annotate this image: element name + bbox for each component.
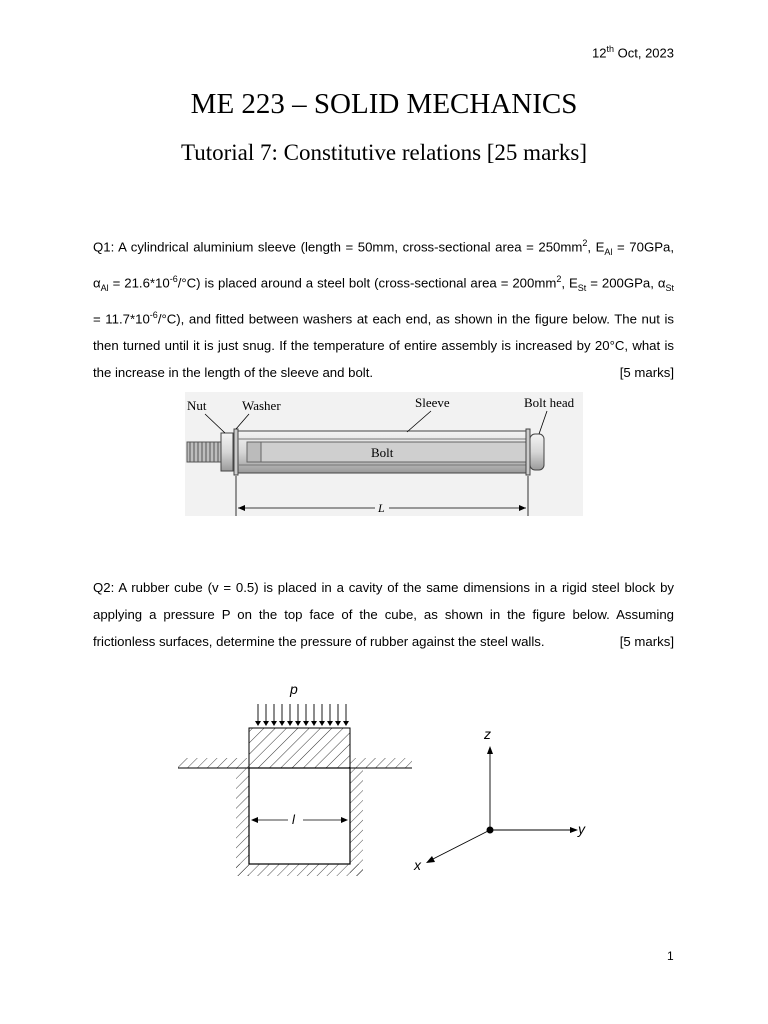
y-axis-label: y [578, 821, 585, 837]
piston-block [249, 728, 350, 768]
nut-label: Nut [187, 398, 207, 413]
washer-label: Washer [242, 398, 281, 413]
washer-left [234, 429, 238, 475]
question-2: Q2: A rubber cube (v = 0.5) is placed in a cavity of the same dimensions in a rigid steel block by applying a pressure P on the top face of the cube, as shown in the figure below. Assuming frictionless surfaces, determine the pressure of rubber against the steel walls. [5 marks] [93, 574, 674, 655]
question-2-marks: [5 marks] [619, 634, 674, 649]
question-1: Q1: A cylindrical aluminium sleeve (length = 50mm, cross-sectional area = $250mm^2$, $E_{Al} = 70GPa$, $\alpha_{Al} = 21.6*10^{-6}/^\circ C$) is placed around a steel bolt (cross-sectional area = $200mm^2$, $E_{St} = 200GPa$, $\alpha_{St} = 11.7*10^{-6}/^\circ C$), and fitted between washers at each end, as shown in the figure below. The nut is then turned until it is just snug. If the temperature of entire assembly is increased by 20°C, what is the increase in the length of the sleeve and bolt. [5 marks] [93, 230, 674, 386]
z-axis-label: z [484, 726, 491, 742]
bolt-head-label: Bolt head [524, 395, 575, 410]
date: 12th Oct, 2023 [592, 44, 674, 61]
pressure-arrows [258, 704, 346, 722]
cube-length-label: l [292, 812, 295, 827]
rubber-cube [249, 768, 350, 864]
washer-right [526, 429, 530, 475]
bolt-label: Bolt [371, 445, 394, 460]
bolt-head [530, 434, 544, 470]
page-number: 1 [667, 949, 674, 963]
page-subtitle: Tutorial 7: Constitutive relations [25 marks] [180, 140, 588, 165]
pressure-label: p [290, 681, 298, 697]
sleeve-label: Sleeve [415, 395, 450, 410]
coordinate-axes [431, 752, 572, 860]
x-axis-label: x [414, 857, 421, 873]
nut [221, 433, 233, 471]
rubber-cube-figure [178, 678, 590, 878]
question-1-marks: [5 marks] [619, 365, 674, 381]
bolt-sleeve-figure [185, 392, 583, 516]
page-title: ME 223 – SOLID MECHANICS [190, 88, 578, 120]
length-label: L [378, 501, 385, 515]
